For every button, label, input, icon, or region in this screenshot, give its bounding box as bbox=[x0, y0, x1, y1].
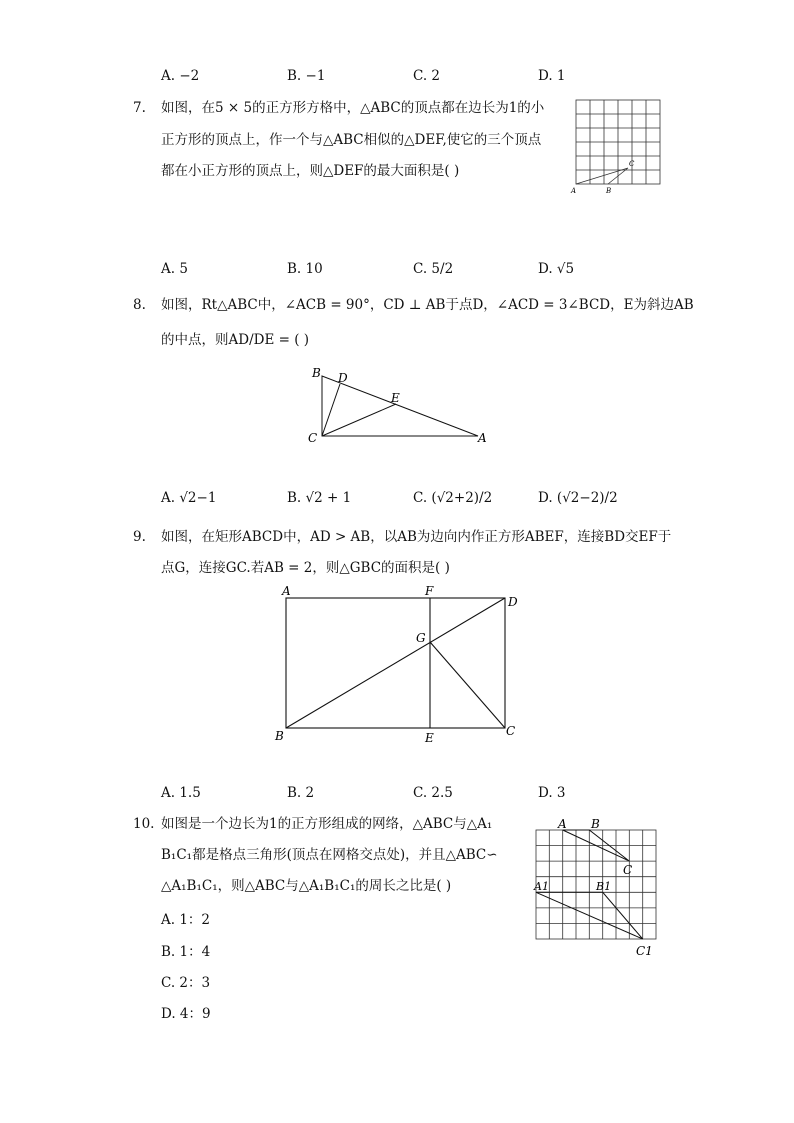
q7-label-c: C bbox=[629, 160, 635, 168]
q8-line-2: 的中点，则AD/DE = ( ) bbox=[161, 332, 310, 348]
q10-label-c1: C1 bbox=[636, 944, 653, 958]
q8-label-a: A bbox=[478, 431, 487, 445]
q9-label-e: E bbox=[425, 731, 434, 745]
q10-grid-figure bbox=[530, 815, 662, 965]
q7-line-3: 都在小正方形的顶点上，则△DEF的最大面积是( ) bbox=[161, 163, 460, 179]
q10-line-3: △A₁B₁C₁，则△ABC与△A₁B₁C₁的周长之比是( ) bbox=[161, 878, 452, 894]
q10-label-a: A bbox=[558, 817, 567, 831]
q10-label-a1: A1 bbox=[534, 880, 549, 893]
q9-option-c: C. 2.5 bbox=[413, 785, 453, 801]
q9-label-d: D bbox=[508, 595, 518, 609]
q9-option-d: D. 3 bbox=[538, 785, 566, 801]
q7-label-b: B bbox=[606, 187, 612, 195]
q9-label-f: F bbox=[425, 584, 434, 598]
q6-option-d: D. 1 bbox=[538, 68, 566, 84]
q8-option-c: C. (√2+2)/2 bbox=[413, 490, 493, 506]
q9-option-a: A. 1.5 bbox=[161, 785, 201, 801]
q7-option-d: D. √5 bbox=[538, 261, 575, 277]
q7-line-1: 如图，在5 × 5的正方形方格中，△ABC的顶点都在边长为1的小 bbox=[161, 100, 545, 116]
q8-label-b: B bbox=[312, 366, 321, 380]
q9-option-b: B. 2 bbox=[287, 785, 315, 801]
q10-label-c: C bbox=[623, 863, 633, 877]
q10-number: 10. bbox=[133, 816, 155, 832]
q7-grid-figure bbox=[568, 96, 664, 196]
q10-label-b: B bbox=[591, 817, 600, 831]
q6-option-b: B. −1 bbox=[287, 68, 326, 84]
q7-line-2: 正方形的顶点上，作一个与△ABC相似的△DEF,使它的三个顶点 bbox=[161, 132, 542, 148]
q9-rectangle-figure bbox=[270, 582, 530, 750]
q7-option-b: B. 10 bbox=[287, 261, 323, 277]
q9-label-a: A bbox=[282, 584, 291, 598]
q6-option-c: C. 2 bbox=[413, 68, 441, 84]
q9-label-c: C bbox=[506, 724, 516, 738]
q10-label-b1: B1 bbox=[596, 880, 612, 893]
q9-label-b: B bbox=[275, 729, 284, 743]
q8-triangle-figure bbox=[304, 362, 494, 448]
q8-option-b: B. √2 + 1 bbox=[287, 490, 352, 506]
q10-option-a: A. 1：2 bbox=[161, 912, 211, 928]
q10-line-1: 如图是一个边长为1的正方形组成的网络，△ABC与△A₁ bbox=[161, 816, 493, 832]
q9-number: 9. bbox=[133, 529, 146, 545]
q8-label-e: E bbox=[391, 391, 400, 405]
q8-line-1: 如图，Rt△ABC中，∠ACB = 90°，CD ⊥ AB于点D，∠ACD = 3∠BCD，E为斜边AB bbox=[161, 297, 694, 313]
q8-number: 8. bbox=[133, 297, 146, 313]
q8-option-d: D. (√2−2)/2 bbox=[538, 490, 618, 506]
q7-number: 7. bbox=[133, 100, 146, 116]
q8-label-d: D bbox=[338, 371, 348, 385]
q6-option-a: A. −2 bbox=[161, 68, 200, 84]
q9-line-1: 如图，在矩形ABCD中，AD > AB，以AB为边向内作正方形ABEF，连接BD交EF于 bbox=[161, 529, 672, 545]
q8-label-c: C bbox=[308, 431, 318, 445]
q9-line-2: 点G，连接GC.若AB = 2，则△GBC的面积是( ) bbox=[161, 560, 450, 576]
q8-option-a: A. √2−1 bbox=[161, 490, 217, 506]
q10-line-2: B₁C₁都是格点三角形(顶点在网格交点处)，并且△ABC∽ bbox=[161, 847, 498, 863]
q10-option-c: C. 2：3 bbox=[161, 975, 211, 991]
q7-option-c: C. 5/2 bbox=[413, 261, 454, 277]
q10-option-d: D. 4：9 bbox=[161, 1006, 211, 1022]
q7-label-a: A bbox=[571, 187, 577, 195]
q9-label-g: G bbox=[416, 631, 426, 645]
q7-option-a: A. 5 bbox=[161, 261, 188, 277]
q10-option-b: B. 1：4 bbox=[161, 944, 211, 960]
